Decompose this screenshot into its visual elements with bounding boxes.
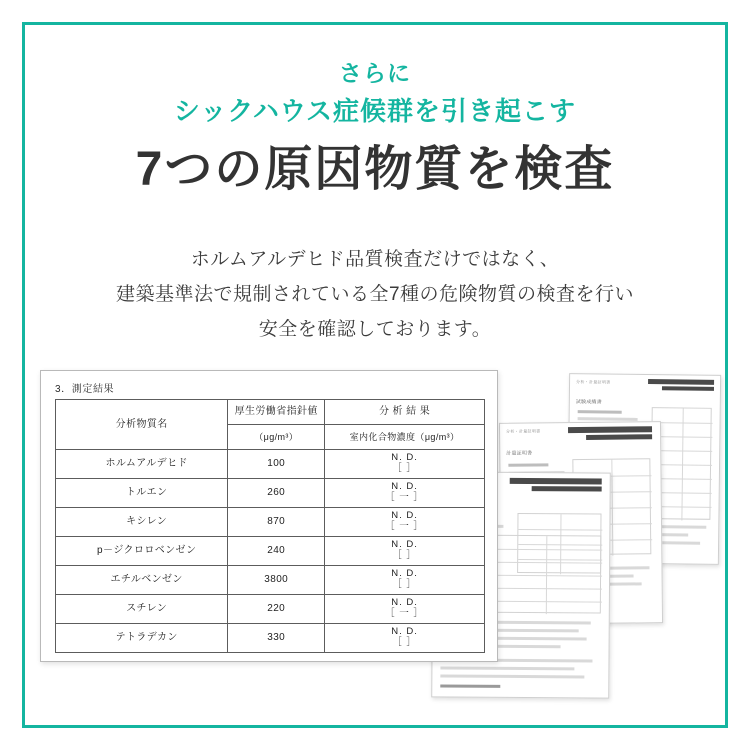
cell-result-value: N. D. [391, 510, 418, 522]
header-result-unit: 室内化合物濃度（μg/m³） [325, 425, 485, 450]
lead-paragraph [0, 242, 750, 347]
sheet-redacted-block [586, 434, 652, 440]
cell-result [325, 479, 485, 508]
cell-substance: トルエン [56, 479, 228, 508]
cell-result-value: N. D. [391, 539, 418, 551]
table-row [56, 537, 485, 566]
sheet-redacted-block [568, 426, 652, 433]
cell-result-value: N. D. [391, 481, 418, 493]
headline-kicker-2: シックハウス症候群を引き起こす [173, 96, 577, 127]
sheet-title-text: 試験成績書 [575, 399, 602, 406]
cell-substance: エチルベンゼン [56, 566, 228, 595]
table-header [56, 400, 485, 450]
sheet-line [508, 463, 548, 466]
sheet-line [440, 684, 500, 687]
cell-guideline: 260 [228, 479, 325, 508]
sheet-line [440, 674, 584, 678]
cell-guideline: 100 [228, 450, 325, 479]
table-row [56, 624, 485, 653]
cell-result-note: ［ 一 ］ [385, 492, 424, 503]
measurement-result-card [40, 370, 498, 662]
table-header-row [56, 400, 485, 425]
sheet-header-text: 分析・計量証明書 [506, 428, 541, 434]
cell-result-note: ［ 一 ］ [385, 608, 424, 619]
sheet-line [578, 410, 622, 414]
sheet-redacted-block [648, 379, 714, 385]
cell-result [325, 624, 485, 653]
cell-result [325, 566, 485, 595]
sheet-redacted-block [510, 478, 602, 485]
cell-substance: スチレン [56, 595, 228, 624]
cell-result-note: ［ ］ [392, 463, 417, 474]
cell-result-note: ［ 一 ］ [385, 521, 424, 532]
sheet-line [440, 666, 574, 670]
cell-result [325, 595, 485, 624]
sheet-line [578, 417, 638, 421]
cell-result [325, 537, 485, 566]
lead-line-2: 建築基準法で規制されている全7種の危険物質の検査を行い [115, 284, 635, 306]
table-body [56, 450, 485, 653]
header-substance: 分析物質名 [56, 400, 228, 450]
sheet-redacted-block [532, 486, 602, 491]
sheet-title-text: 計量証明書 [506, 450, 533, 457]
cell-result-value: N. D. [391, 597, 418, 609]
cell-result [325, 508, 485, 537]
cell-result-note: ［ ］ [392, 579, 417, 590]
lead-line-1: ホルムアルデヒド品質検査だけではなく、 [190, 249, 560, 270]
header-result: 分 析 結 果 [325, 400, 485, 425]
cell-result-note: ［ ］ [392, 550, 417, 561]
cell-guideline: 3800 [228, 566, 325, 595]
sheet-redacted-block [662, 386, 714, 391]
cell-guideline: 330 [228, 624, 325, 653]
table-row [56, 450, 485, 479]
lead-line-3: 安全を確認しております。 [258, 319, 492, 341]
header-guideline-unit: （μg/m³） [228, 425, 325, 450]
table-row [56, 595, 485, 624]
table-row [56, 479, 485, 508]
cell-result-value: N. D. [391, 452, 418, 464]
measurement-result-table [55, 399, 485, 653]
table-row [56, 566, 485, 595]
sheet-header-text: 分析・計量証明書 [576, 379, 611, 385]
cell-substance: p－ジクロロベンゼン [56, 537, 228, 566]
cell-guideline: 240 [228, 537, 325, 566]
cell-result [325, 450, 485, 479]
cell-result-value: N. D. [391, 626, 418, 638]
cell-result-value: N. D. [391, 568, 418, 580]
headline-block [0, 58, 750, 202]
cell-substance: キシレン [56, 508, 228, 537]
cell-guideline: 870 [228, 508, 325, 537]
cell-guideline: 220 [228, 595, 325, 624]
documents-cluster [0, 362, 750, 692]
table-caption: 3．測定結果 [55, 384, 115, 395]
cell-result-note: ［ ］ [392, 637, 417, 648]
table-row [56, 508, 485, 537]
header-guideline: 厚生労働省指針値 [228, 400, 325, 425]
cell-substance: テトラデカン [56, 624, 228, 653]
headline-kicker-1: さらに [339, 60, 411, 86]
page-title: 7つの原因物質を検査 [135, 143, 615, 197]
cell-substance: ホルムアルデヒド [56, 450, 228, 479]
